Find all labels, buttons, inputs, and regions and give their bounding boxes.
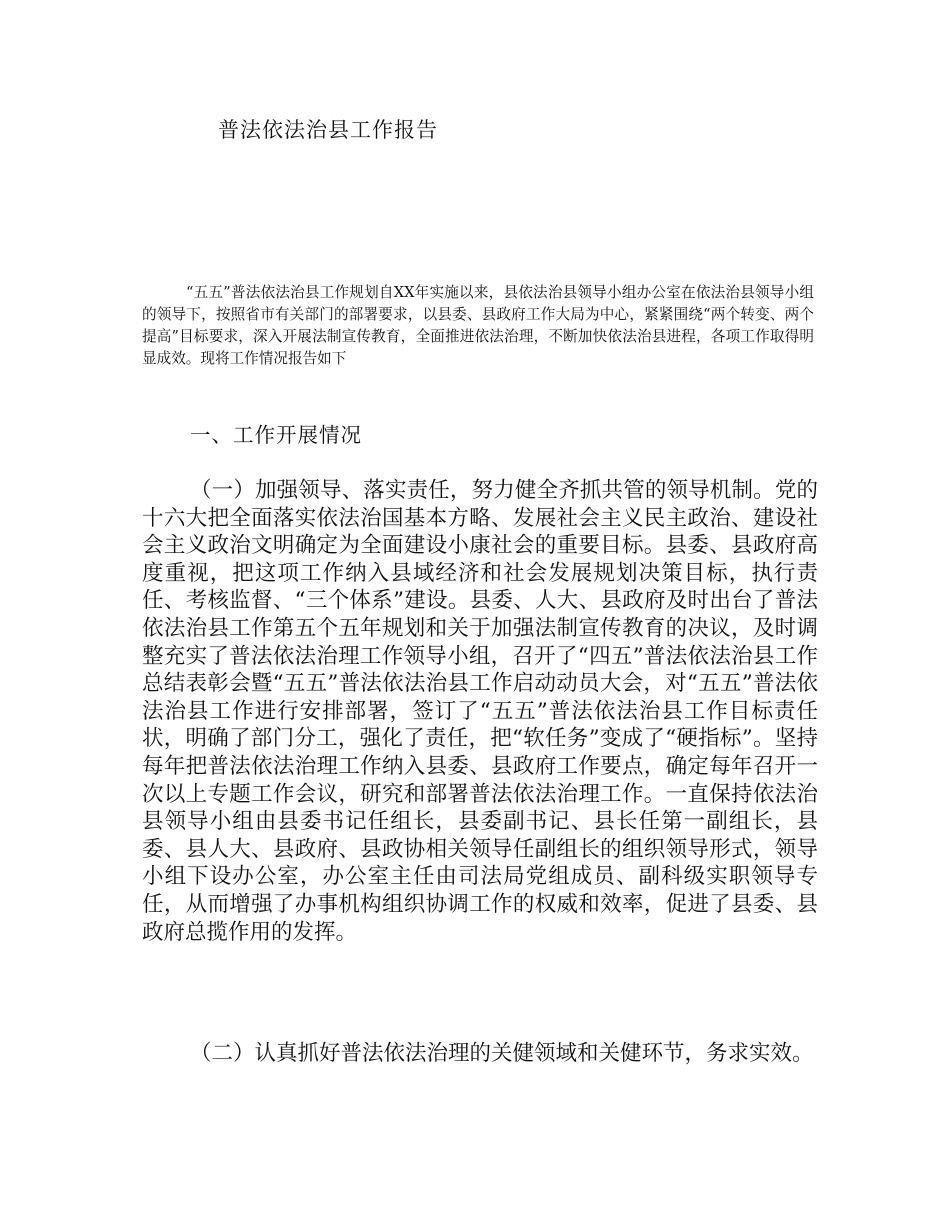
document-title: 普法依法治县工作报告 [218, 118, 438, 142]
body-paragraph-1: （一）加强领导、落实责任，努力健全齐抓共管的领导机制。党的十六大把全面落实依法治国基本方略、发展社会主义民主政治、建设社会主义政治文明确定为全面建设小康社会的重要目标。县委、县政府高度重视，把这项工作纳入县域经济和社会发展规划决策目标，执行责任、考核监督、“三个体系”建设。县委、人大、县政府及时出台了普法依法治县工作第五个五年规划和关于加强法制宣传教育的决议，及时调整充实了普法依法治理工作领导小组，召开了“四五”普法依法治县工作总结表彰会暨“五五”普法依法治县工作启动动员大会，对“五五”普法依法治县工作进行安排部署，签订了“五五”普法依法治县工作目标责任状，明确了部门分工，强化了责任，把“软任务”变成了“硬指标”。坚持每年把普法依法治理工作纳入县委、县政府工作要点，确定每年召开一次以上专题工作会议，研究和部署普法依法治理工作。一直保持依法治县领导小组由县委书记任组长，县委副书记、县长任第一副组长，县委、县人大、县政府、县政协相关领导任副组长的组织领导形式，领导小组下设办公室，办公室主任由司法局党组成员、副科级实职领导专任，从而增强了办事机构组织协调工作的权威和效率，促进了县委、县政府总揽作用的发挥。 [142, 478, 818, 945]
section-heading: 一、工作开展情况 [190, 423, 362, 447]
intro-paragraph: “五五”普法依法治县工作规划自XX年实施以来，县依法治县领导小组办公室在依法治县领导小组的领导下，按照省市有关部门的部署要求，以县委、县政府工作大局为中心，紧紧围绕“两个转变、两个提高”目标要求，深入开展法制宣传教育，全面推进依法治理，不断加快依法治县进程，各项工作取得明显成效。现将工作情况报告如下 [142, 284, 814, 367]
body-paragraph-2: （二）认真抓好普法依法治理的关健领域和关健环节，务求实效。 [190, 1041, 814, 1066]
